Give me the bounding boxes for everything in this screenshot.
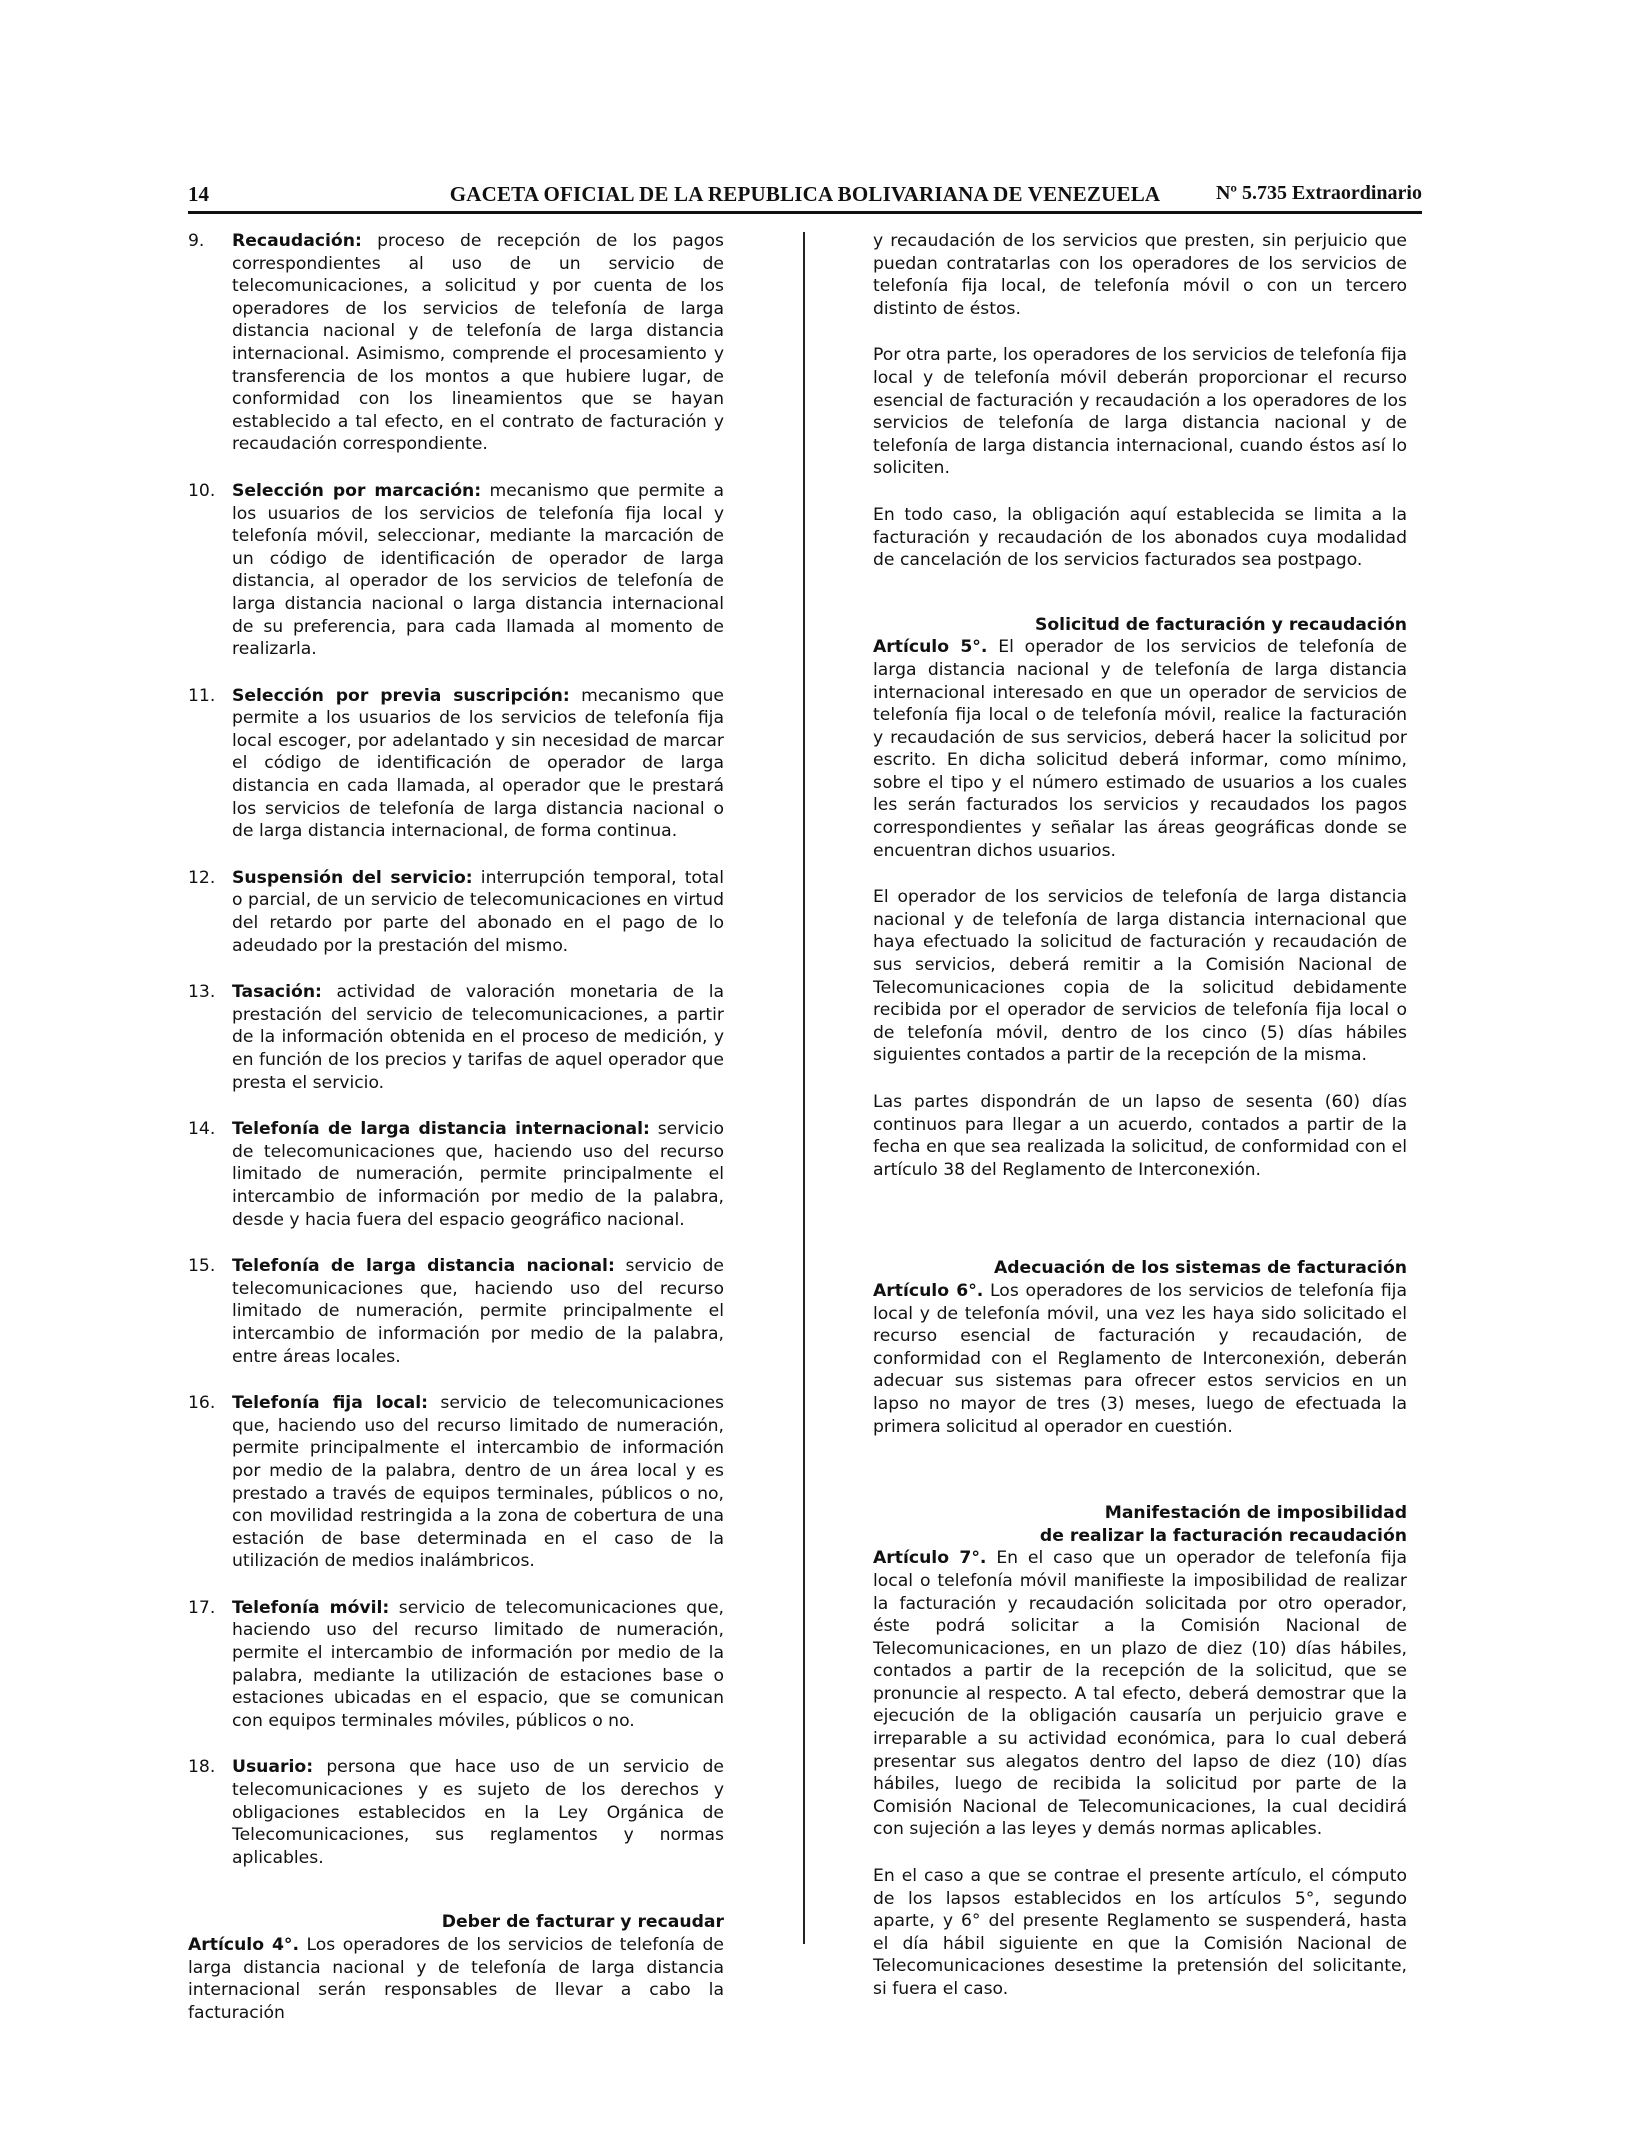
definition-number: 12. [188,867,216,888]
right-column [873,230,1407,2025]
definition-term: Telefonía de larga distancia internacional: [232,1119,650,1140]
definition-term: Telefonía móvil: [232,1597,390,1618]
definition-term: Selección por previa suscripción: [232,685,570,706]
definition-text: servicio de telecomunicaciones que, haciendo uso del recurso limitado de numeración, permite principalmente el intercambio de información por medio de la palabra, dentro de un área local y es prestado a través de equipos terminales, públicos o no, con movilidad restringida a la zona de cobertura de una estación de base determinada en el caso de la utilización de medios inalámbricos. [232,1393,724,1572]
definition-number: 14. [188,1119,216,1140]
definition-9 [188,230,724,456]
article-7-body [873,1547,1407,1841]
article-4-label: Artículo 4°. [188,1935,300,1955]
definition-number: 9. [188,231,205,251]
definition-text: mecanismo que permite a los usuarios de los servicios de telefonía fija local escoger, por adelantado y sin necesidad de marcar el código de identificación de operador de larga distancia en cada llamada, al operador que le prestará los servicios de telefonía de larga distancia nacional o de larga distancia internacional, de forma continua. [232,685,724,842]
definition-number: 16. [188,1393,216,1414]
definition-text: actividad de valoración monetaria de la prestación del servicio de telecomunicaciones, a partir de la información obtenida en el proceso de medición, y en función de los precios y tarifas de aquel operador que presta el servicio. [232,982,724,1093]
article-5-heading: Solicitud de facturación y recaudación [1035,614,1407,635]
definition-11 [188,685,724,843]
article-5-paragraph-2: El operador de los servicios de telefonía de larga distancia nacional y de telefonía de larga distancia internacional que haya efectuado la solicitud de facturación y recaudación de sus servicios, deberá remitir a la Comisión Nacional de Telecomunicaciones copia de la solicitud debidamente recibida por el operador de servicios de telefonía fija local o de telefonía móvil, dentro de los cinco (5) días hábiles siguientes contados a partir de la recepción de la misma. [873,887,1407,1066]
definition-12 [188,867,724,957]
article-6-heading: Adecuación de los sistemas de facturación [993,1258,1407,1279]
definition-number: 15. [188,1256,216,1277]
definition-text: proceso de recepción de los pagos correspondientes al uso de un servicio de telecomunicaciones, a solicitud y por cuenta de los operadores de los servicios de telefonía de larga distancia nacional y de telefonía de larga distancia internacional. Asimismo, comprende el procesamiento y transferencia de los montos a que hubiere lugar, de conformidad con los lineamientos que se hayan establecido a tal efecto, en el contrato de facturación y recaudación correspondiente. [232,231,724,455]
definition-text: servicio de telecomunicaciones que, haciendo uso del recurso limitado de numeración, permite principalmente el intercambio de información por medio de la palabra, desde y hacia fuera del espacio geográfico nacional. [232,1119,724,1230]
definition-number: 17. [188,1597,216,1618]
article-4-paragraph-3: En todo caso, la obligación aquí establecida se limita a la facturación y recaudación de los abonados cuya modalidad de cancelación de los servicios facturados sea postpago. [873,504,1407,571]
definition-text: servicio de telecomunicaciones que, haciendo uso del recurso limitado de numeración, permite principalmente el intercambio de información por medio de la palabra, entre áreas locales. [232,1256,724,1367]
article-5-label: Artículo 5°. [873,637,988,658]
definition-17 [188,1597,724,1733]
article-7-text: En el caso que un operador de telefonía fija local o telefonía móvil manifieste la imposibilidad de realizar la facturación y recaudación solicitada por otro operador, éste podrá solicitar a la Comisión Nacional de Telecomunicaciones, en un plazo de diez (10) días hábiles, contados a partir de la recepción de la solicitud, que se pronuncie al respecto. A tal efecto, deberá demostrar que la ejecución de la obligación causaría un perjuicio grave e irreparable a su actividad económica, para lo cual deberá presentar sus alegatos dentro del lapso de diez (10) días hábiles, luego de recibida la solicitud por parte de la Comisión Nacional de Telecomunicaciones, la cual decidirá con sujeción a las leyes y demás normas aplicables. [873,1548,1407,1840]
definition-term: Recaudación: [232,231,362,251]
article-7-label: Artículo 7°. [873,1548,987,1569]
definition-term: Suspensión del servicio: [232,867,473,888]
article-6-body [873,1280,1407,1438]
definition-text: interrupción temporal, total o parcial, de un servicio de telecomunicaciones en virtud del retardo por parte del abonado en el pago de lo adeudado por la prestación del mismo. [232,867,724,956]
definition-number: 10. [188,480,216,501]
definition-term: Telefonía fija local: [232,1393,428,1414]
definition-15 [188,1255,724,1368]
definition-14 [188,1118,724,1231]
definition-text: mecanismo que permite a los usuarios de los servicios de telefonía fija local y telefonía móvil, seleccionar, mediante la marcación de un código de identificación de operador de larga distancia, al operador de los servicios de telefonía de larga distancia nacional o larga distancia internacional de su preferencia, para cada llamada al momento de realizarla. [232,480,724,660]
article-7-paragraph-2: En el caso a que se contrae el presente artículo, el cómputo de los lapsos establecidos en los artículos 5°, segundo aparte, y 6° del presente Reglamento se suspenderá, hasta el día hábil siguiente en que la Comisión Nacional de Telecomunicaciones desestime la pretensión del solicitante, si fuera el caso. [873,1866,1407,1999]
definition-number: 13. [188,982,216,1003]
definition-18 [188,1756,724,1869]
article-4-heading: Deber de facturar y recaudar [441,1912,724,1933]
article-5-body [873,636,1407,862]
article-4-paragraph-2: Por otra parte, los operadores de los servicios de telefonía fija local y de telefonía móvil deberán proporcionar el recurso esencial de facturación y recaudación a los operadores de los servicios de telefonía de larga distancia nacional y de telefonía de larga distancia internacional, cuando éstos así lo soliciten. [873,345,1407,479]
header-rule [188,211,1422,214]
article-5-text: El operador de los servicios de telefonía de larga distancia nacional y de telefonía de larga distancia internacional interesado en que un operador de servicios de telefonía fija local o de telefonía móvil, realice la facturación y recaudación de sus servicios, deberá hacer la solicitud por escrito. En dicha solicitud deberá informar, como mínimo, sobre el tipo y el número estimado de usuarios a los cuales les serán facturados los servicios y recaudados los pagos correspondientes y señalar las áreas geográficas donde se encuentran dichos usuarios. [873,637,1407,861]
definition-16 [188,1392,724,1573]
definition-number: 18. [188,1757,216,1778]
column-divider [803,232,805,1944]
definition-10 [188,480,724,661]
article-5-paragraph-3: Las partes dispondrán de un lapso de sesenta (60) días continuos para llegar a un acuerdo, contados a partir de la fecha en que sea realizada la solicitud, de conformidad con el artículo 38 del Reglamento de Interconexión. [873,1092,1407,1180]
gazette-title: GACETA OFICIAL DE LA REPUBLICA BOLIVARIANA DE VENEZUELA [449,182,1161,206]
issue-number: Nº 5.735 Extraordinario [1215,182,1422,204]
definition-term: Selección por marcación: [232,480,482,501]
article-7-heading-line-1: Manifestación de imposibilidad [1104,1503,1407,1524]
definition-13 [188,981,724,1094]
definition-number: 11. [188,685,216,706]
article-7-heading-line-2: de realizar la facturación recaudación [1039,1525,1407,1546]
left-column [188,230,724,2048]
article-6-text: Los operadores de los servicios de telefonía fija local y de telefonía móvil, una vez les haya sido solicitado el recurso esencial de facturación y recaudación, de conformidad con el Reglamento de Interconexión, deberán adecuar sus sistemas para ofrecer estos servicios en un lapso no mayor de tres (3) meses, luego de efectuada la primera solicitud al operador en cuestión. [873,1280,1407,1437]
definition-text: servicio de telecomunicaciones que, haciendo uso del recurso limitado de numeración, permite el intercambio de información por medio de la palabra, mediante la utilización de estaciones base o estaciones ubicadas en el espacio, que se comunican con equipos terminales móviles, públicos o no. [232,1597,724,1731]
definition-text: persona que hace uso de un servicio de telecomunicaciones y es sujeto de los derechos y obligaciones establecidos en la Ley Orgánica de Telecomunicaciones, sus reglamentos y normas aplicables. [232,1757,724,1868]
page-number: 14 [188,182,209,206]
article-4-continuation: y recaudación de los servicios que presten, sin perjuicio que puedan contratarlas con los operadores de los servicios de telefonía fija local, de telefonía móvil o con un tercero distinto de éstos. [873,231,1407,319]
definition-term: Telefonía de larga distancia nacional: [232,1256,615,1277]
article-4-text: Los operadores de los servicios de telefonía de larga distancia nacional y de telefonía de larga distancia internacional serán responsables de llevar a cabo la facturación [188,1935,724,2023]
article-6-label: Artículo 6°. [873,1280,984,1301]
article-4-body [188,1934,724,2024]
definition-term: Tasación: [232,982,322,1003]
definition-term: Usuario: [232,1757,314,1778]
